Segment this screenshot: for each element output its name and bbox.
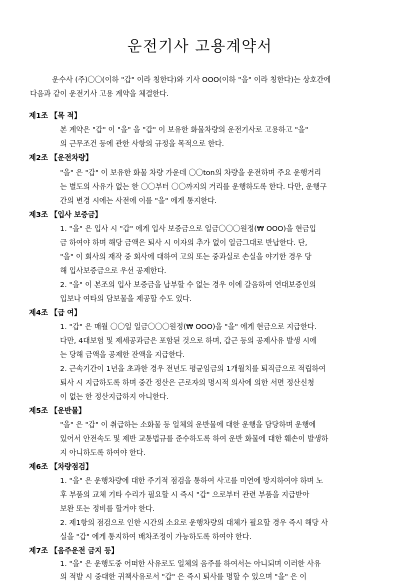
- intro-line: 다음과 같이 운전기사 고용 계약을 체결한다.: [30, 89, 169, 98]
- article-line: 1. "을" 은 운행차량에 대한 주기적 점검을 통하여 사고를 미연에 방지하여야 하며 노: [60, 476, 324, 485]
- article-line: 2. 근속기간이 1년을 초과한 경우 전년도 평균임금의 1개월치를 퇴직금으로 적립하여: [60, 364, 326, 373]
- article-heading: 제1조 【목 적】: [29, 111, 82, 120]
- article-heading: 제6조 【차량점검】: [29, 462, 93, 471]
- article-line: 1. "을" 은 입사 시 "갑" 에게 입사 보증금으로 일금〇〇〇원정(₩ OOO)을 현금입: [60, 224, 317, 233]
- article-line: 보완 또는 정비를 할거야 한다.: [60, 504, 155, 513]
- article-line: 2. 제1항의 점검으로 인한 시간의 소요로 운행차량의 대체가 필요할 경우 즉시 해당 사: [60, 518, 328, 527]
- article-line: "을" 이 회사의 재작 중 회사에 대하여 고의 또는 중과실로 손실을 야기한 경우 당: [60, 252, 312, 261]
- article-line: 지 아니하도록 하여야 한다.: [60, 448, 146, 457]
- article-heading: 제4조 【급 여】: [29, 308, 82, 317]
- article-line: 의 적발 시 중대한 귀책사유로서 "갑" 은 즉시 퇴사를 명할 수 있으며 "을" 은 이: [60, 572, 307, 581]
- article-line: "을" 은 "갑" 이 보유한 화물 차량 가운데 〇〇ton의 차량을 운전하며 주요 운행거리: [60, 168, 322, 177]
- article-line: 1. "갑" 은 매월 〇〇일 일금〇〇〇원정(₩ OOO)을 "을" 에게 현금으로 지급한다.: [60, 322, 317, 331]
- article-line: 이 없는 한 정산지급하지 아니한다.: [60, 392, 169, 401]
- article-heading: 제7조 【음주운전 금지 등】: [29, 546, 119, 555]
- document-title: 운전기사 고용계약서: [127, 37, 273, 55]
- article-line: 후 부품의 교체 기타 수리가 필요할 시 즉시 "갑" 으로부터 관련 부품을 지급받아: [60, 490, 310, 499]
- article-heading: 제2조 【운전차량】: [29, 153, 93, 162]
- article-line: 간의 변경 시에는 사전에 이를 "을" 에게 통지한다.: [60, 196, 217, 205]
- article-line: 해 입사보증금으로 우선 공제한다.: [60, 266, 167, 275]
- article-line: 본 계약은 "갑" 이 "을" 을 "갑" 이 보유한 화물차량의 운전기사로 고용하고 "을": [60, 125, 309, 134]
- article-line: 다만, 4대보험 및 제세공과금은 포함된 것으로 하며, 갑근 등의 공제사유 발생 시에: [60, 336, 317, 345]
- article-heading: 제3조 【입사 보증금】: [29, 210, 102, 219]
- article-line: 2. "을" 이 본조의 입사 보증금을 납부할 수 없는 경우 이에 갈음하여 연대보증인의: [60, 280, 317, 289]
- article-line: 는 당해 금액을 공제한 잔액을 지급한다.: [60, 350, 185, 359]
- article-line: 의 근무조건 등에 관한 사항의 규정을 목적으로 한다.: [60, 139, 225, 148]
- article-line: 1. "을" 은 운행도중 어떠한 사유로도 일체의 음주를 하여서는 아니되며 이러한 사유: [60, 559, 321, 568]
- article-line: 입보나 여타의 담보물을 제공할 수도 있다.: [60, 294, 192, 303]
- article-line: 퇴사 시 지급하도록 하며 중간 정산은 근로자의 명시적 의사에 의한 서면 정산신청: [60, 378, 315, 387]
- intro-line: 운수사 (주)〇〇(이하 "갑" 이라 칭한다)와 기사 OOO(이하 "을" 이라 칭한다)는 상호간에: [52, 75, 331, 84]
- article-line: 있어서 안전속도 및 제반 교통법규를 준수하도록 하여 운반 화물에 대한 훼손이 발생하: [60, 434, 329, 443]
- article-line: "을" 은 "갑" 이 취급하는 소화물 등 일체의 운반물에 대한 운행을 담당하며 운행에: [60, 420, 316, 429]
- article-line: 실을 "갑" 에게 통지하여 배차조정이 가능하도록 하여야 한다.: [60, 532, 252, 541]
- article-line: 금 하여야 하며 해당 금액은 퇴사 시 이자의 추가 없이 일금그대로 반납한다. 단,: [60, 238, 308, 247]
- article-heading: 제5조 【운반물】: [29, 406, 86, 415]
- article-line: 는 별도의 사유가 없는 한 〇〇부터 〇〇까지의 거리를 운행하도록 한다. 다만, 운행구: [60, 182, 327, 191]
